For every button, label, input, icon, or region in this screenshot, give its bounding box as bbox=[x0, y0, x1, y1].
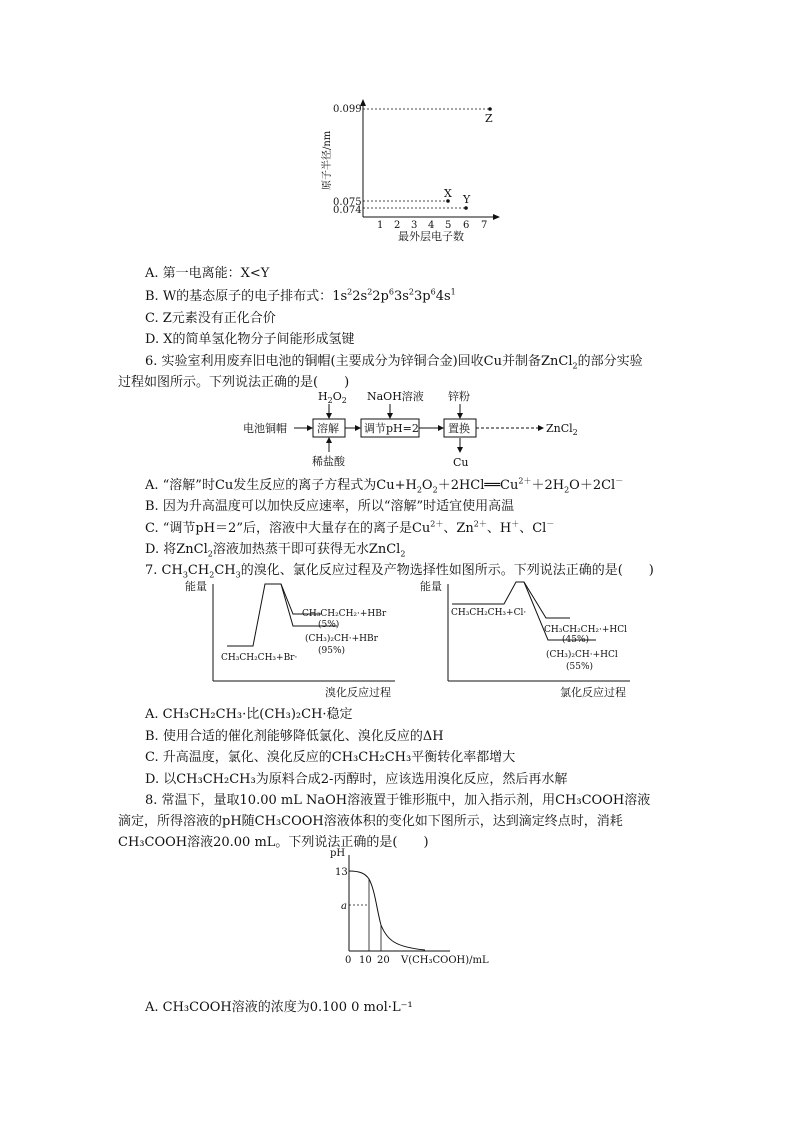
ytick-0074: 0.074 bbox=[333, 205, 362, 216]
titration-x10: 10 bbox=[359, 955, 372, 966]
xtick-7: 7 bbox=[481, 220, 488, 231]
bromination-ylabel: 能量 bbox=[185, 580, 207, 593]
label-z: Z bbox=[485, 112, 493, 125]
q5-option-c: C. Z元素没有正化合价 bbox=[145, 311, 276, 326]
q5-option-b: B. W的基态原子的电子排布式：$1s^22s^22p^63s^23p^64s^1$ bbox=[145, 287, 456, 304]
q8-option-a: A. CH₃COOH溶液的浓度为0.100 0 mol·L⁻¹ bbox=[145, 1000, 413, 1015]
titration-ylabel: pH bbox=[330, 848, 346, 859]
label-x: X bbox=[444, 187, 452, 200]
xtick-4: 4 bbox=[428, 220, 435, 231]
bromination-product1-pct: (5%) bbox=[318, 620, 340, 630]
q6-option-a: A. “溶解”时Cu发生反应的离子方程式为$Cu+H_2O_2+2HCl══Cu^{2+}+2H_2O+2Cl^-$ bbox=[145, 476, 624, 495]
q6-flow-diagram bbox=[240, 386, 590, 472]
chlorination-product1-pct: (45%) bbox=[562, 635, 590, 645]
titration-ya: a bbox=[341, 901, 347, 912]
bromination-product1: CH₃CH₂CH₂·+HBr bbox=[302, 609, 387, 619]
q5-option-b-text: B. W的基态原子的电子排布式： bbox=[145, 289, 333, 304]
chlorination-product1: CH₃CH₂CH₂·+HCl bbox=[544, 625, 628, 635]
q7-stem-tail: 的溴化、氯化反应过程及产物选择性如图所示。下列说法正确的是( ) bbox=[240, 563, 654, 578]
q6-option-b: B. 因为升高温度可以加快反应速率，所以“溶解”时适宜使用高温 bbox=[145, 499, 515, 514]
q6-stem-line1: 6. 实验室利用废弃旧电池的铜帽(主要成分为锌铜合金)回收Cu并制备ZnCl$_2$的部分实验 bbox=[145, 354, 643, 371]
flow-bottom-hcl: 稀盐酸 bbox=[312, 455, 345, 468]
chlorination-product2: (CH₃)₂CH·+HCl bbox=[546, 650, 618, 660]
ytick-0099: 0.099 bbox=[333, 104, 362, 115]
flow-top-naoh: NaOH溶液 bbox=[367, 390, 424, 403]
ytick-0075: 0.075 bbox=[333, 197, 362, 208]
bromination-energy-chart bbox=[185, 576, 405, 700]
q6-stem-text: 6. 实验室利用废弃旧电池的铜帽(主要成分为锌铜合金)回收Cu并制备ZnCl bbox=[145, 354, 573, 369]
chlorination-xlabel: 氯化反应过程 bbox=[560, 686, 626, 699]
xtick-2: 2 bbox=[394, 220, 401, 231]
chlorination-product2-pct: (55%) bbox=[566, 662, 594, 672]
titration-y13: 13 bbox=[335, 867, 348, 878]
flow-box-dissolve-label: 溶解 bbox=[317, 422, 339, 435]
titration-curve-chart bbox=[325, 845, 515, 970]
q7-stem: 7. $CH_3CH_2CH_3$的溴化、氯化反应过程及产物选择性如图所示。下列说法正确的是( ) bbox=[145, 563, 654, 580]
svg-text:H2O2: $H_2O_2$ bbox=[318, 390, 347, 405]
bromination-product2-pct: (95%) bbox=[318, 646, 346, 656]
xtick-6: 6 bbox=[463, 220, 470, 231]
flow-start: 电池铜帽 bbox=[243, 422, 287, 435]
q6-option-d-text: D. 将ZnCl bbox=[145, 542, 208, 557]
q7-option-c: C. 升高温度，氯化、溴化反应的CH₃CH₂CH₃平衡转化率都增大 bbox=[145, 750, 516, 765]
xtick-1: 1 bbox=[377, 220, 384, 231]
q6-option-a-text: A. “溶解”时Cu发生反应的离子方程式为Cu+H bbox=[145, 478, 417, 493]
bromination-xlabel: 溴化反应过程 bbox=[325, 686, 391, 699]
q8-stem-line1: 8. 常温下，量取10.00 mL NaOH溶液置于锥形瓶中，加入指示剂，用CH₃COOH溶液 bbox=[145, 793, 651, 808]
y-axis-label: 原子半径/nm bbox=[322, 130, 333, 190]
q6-stem-line2: 过程如图所示。下列说法正确的是( ) bbox=[118, 375, 350, 390]
q8-stem-line3: CH₃COOH溶液20.00 mL。下列说法正确的是( ) bbox=[118, 835, 429, 850]
flow-top-zinc: 锌粉 bbox=[448, 390, 470, 403]
flow-top-h2o2: H bbox=[318, 390, 328, 403]
q6-stem-tail: 的部分实验 bbox=[577, 354, 643, 369]
xtick-5: 5 bbox=[445, 220, 452, 231]
xtick-3: 3 bbox=[411, 220, 418, 231]
chlorination-energy-chart bbox=[420, 576, 640, 700]
svg-text:ZnCl2: ZnCl$_2$ bbox=[546, 422, 578, 437]
titration-x20: 20 bbox=[377, 955, 390, 966]
titration-curve bbox=[349, 871, 425, 950]
flow-box-adjust-ph-label: 调节pH=2 bbox=[364, 422, 419, 435]
q8-stem-line2: 滴定，所得溶液的pH随CH₃COOH溶液体积的变化如下图所示，达到滴定终点时，消耗 bbox=[118, 814, 623, 829]
bromination-product2: (CH₃)₂CH·+HBr bbox=[305, 634, 378, 644]
flow-box-replace-label: 置换 bbox=[448, 422, 470, 435]
bromination-reactant: CH₃CH₂CH₃+Br· bbox=[221, 653, 298, 663]
titration-xlabel: V(CH₃COOH)/mL bbox=[401, 955, 489, 966]
q6-option-c: C. “调节pH＝2”后，溶液中大量存在的离子是$Cu^{2+}$、$Zn^{2+}$、H＋、Cl－ bbox=[145, 519, 555, 536]
label-y: Y bbox=[463, 193, 471, 206]
q5-option-d: D. X的简单氢化物分子间能形成氢键 bbox=[145, 332, 355, 347]
q7-option-d: D. 以CH₃CH₂CH₃为原料合成2-丙醇时，应该选用溴化反应，然后再水解 bbox=[145, 772, 568, 787]
atomic-radius-chart bbox=[310, 95, 510, 245]
point-z bbox=[488, 107, 492, 111]
q6-option-c-text: C. “调节pH＝2”后，溶液中大量存在的离子是Cu bbox=[145, 521, 431, 536]
titration-x0: 0 bbox=[345, 955, 352, 966]
q7-option-b: B. 使用合适的催化剂能够降低氯化、溴化反应的ΔH bbox=[145, 729, 444, 744]
q7-option-a: A. CH₃CH₂CH₃·比(CH₃)₂CH·稳定 bbox=[145, 707, 353, 722]
x-axis-label: 最外层电子数 bbox=[398, 230, 464, 243]
q7-stem-text: 7. CH bbox=[145, 563, 183, 578]
q6-option-d: D. 将ZnCl$_2$溶液加热蒸干即可获得无水ZnCl$_2$ bbox=[145, 542, 406, 559]
chlorination-ylabel: 能量 bbox=[420, 580, 442, 593]
flow-bottom-cu: Cu bbox=[453, 456, 469, 469]
chlorination-reactant: CH₃CH₂CH₃+Cl· bbox=[451, 608, 527, 618]
point-y bbox=[464, 206, 468, 210]
flow-end: ZnCl bbox=[546, 422, 573, 435]
q5-option-a: A. 第一电离能：X<Y bbox=[145, 266, 270, 281]
